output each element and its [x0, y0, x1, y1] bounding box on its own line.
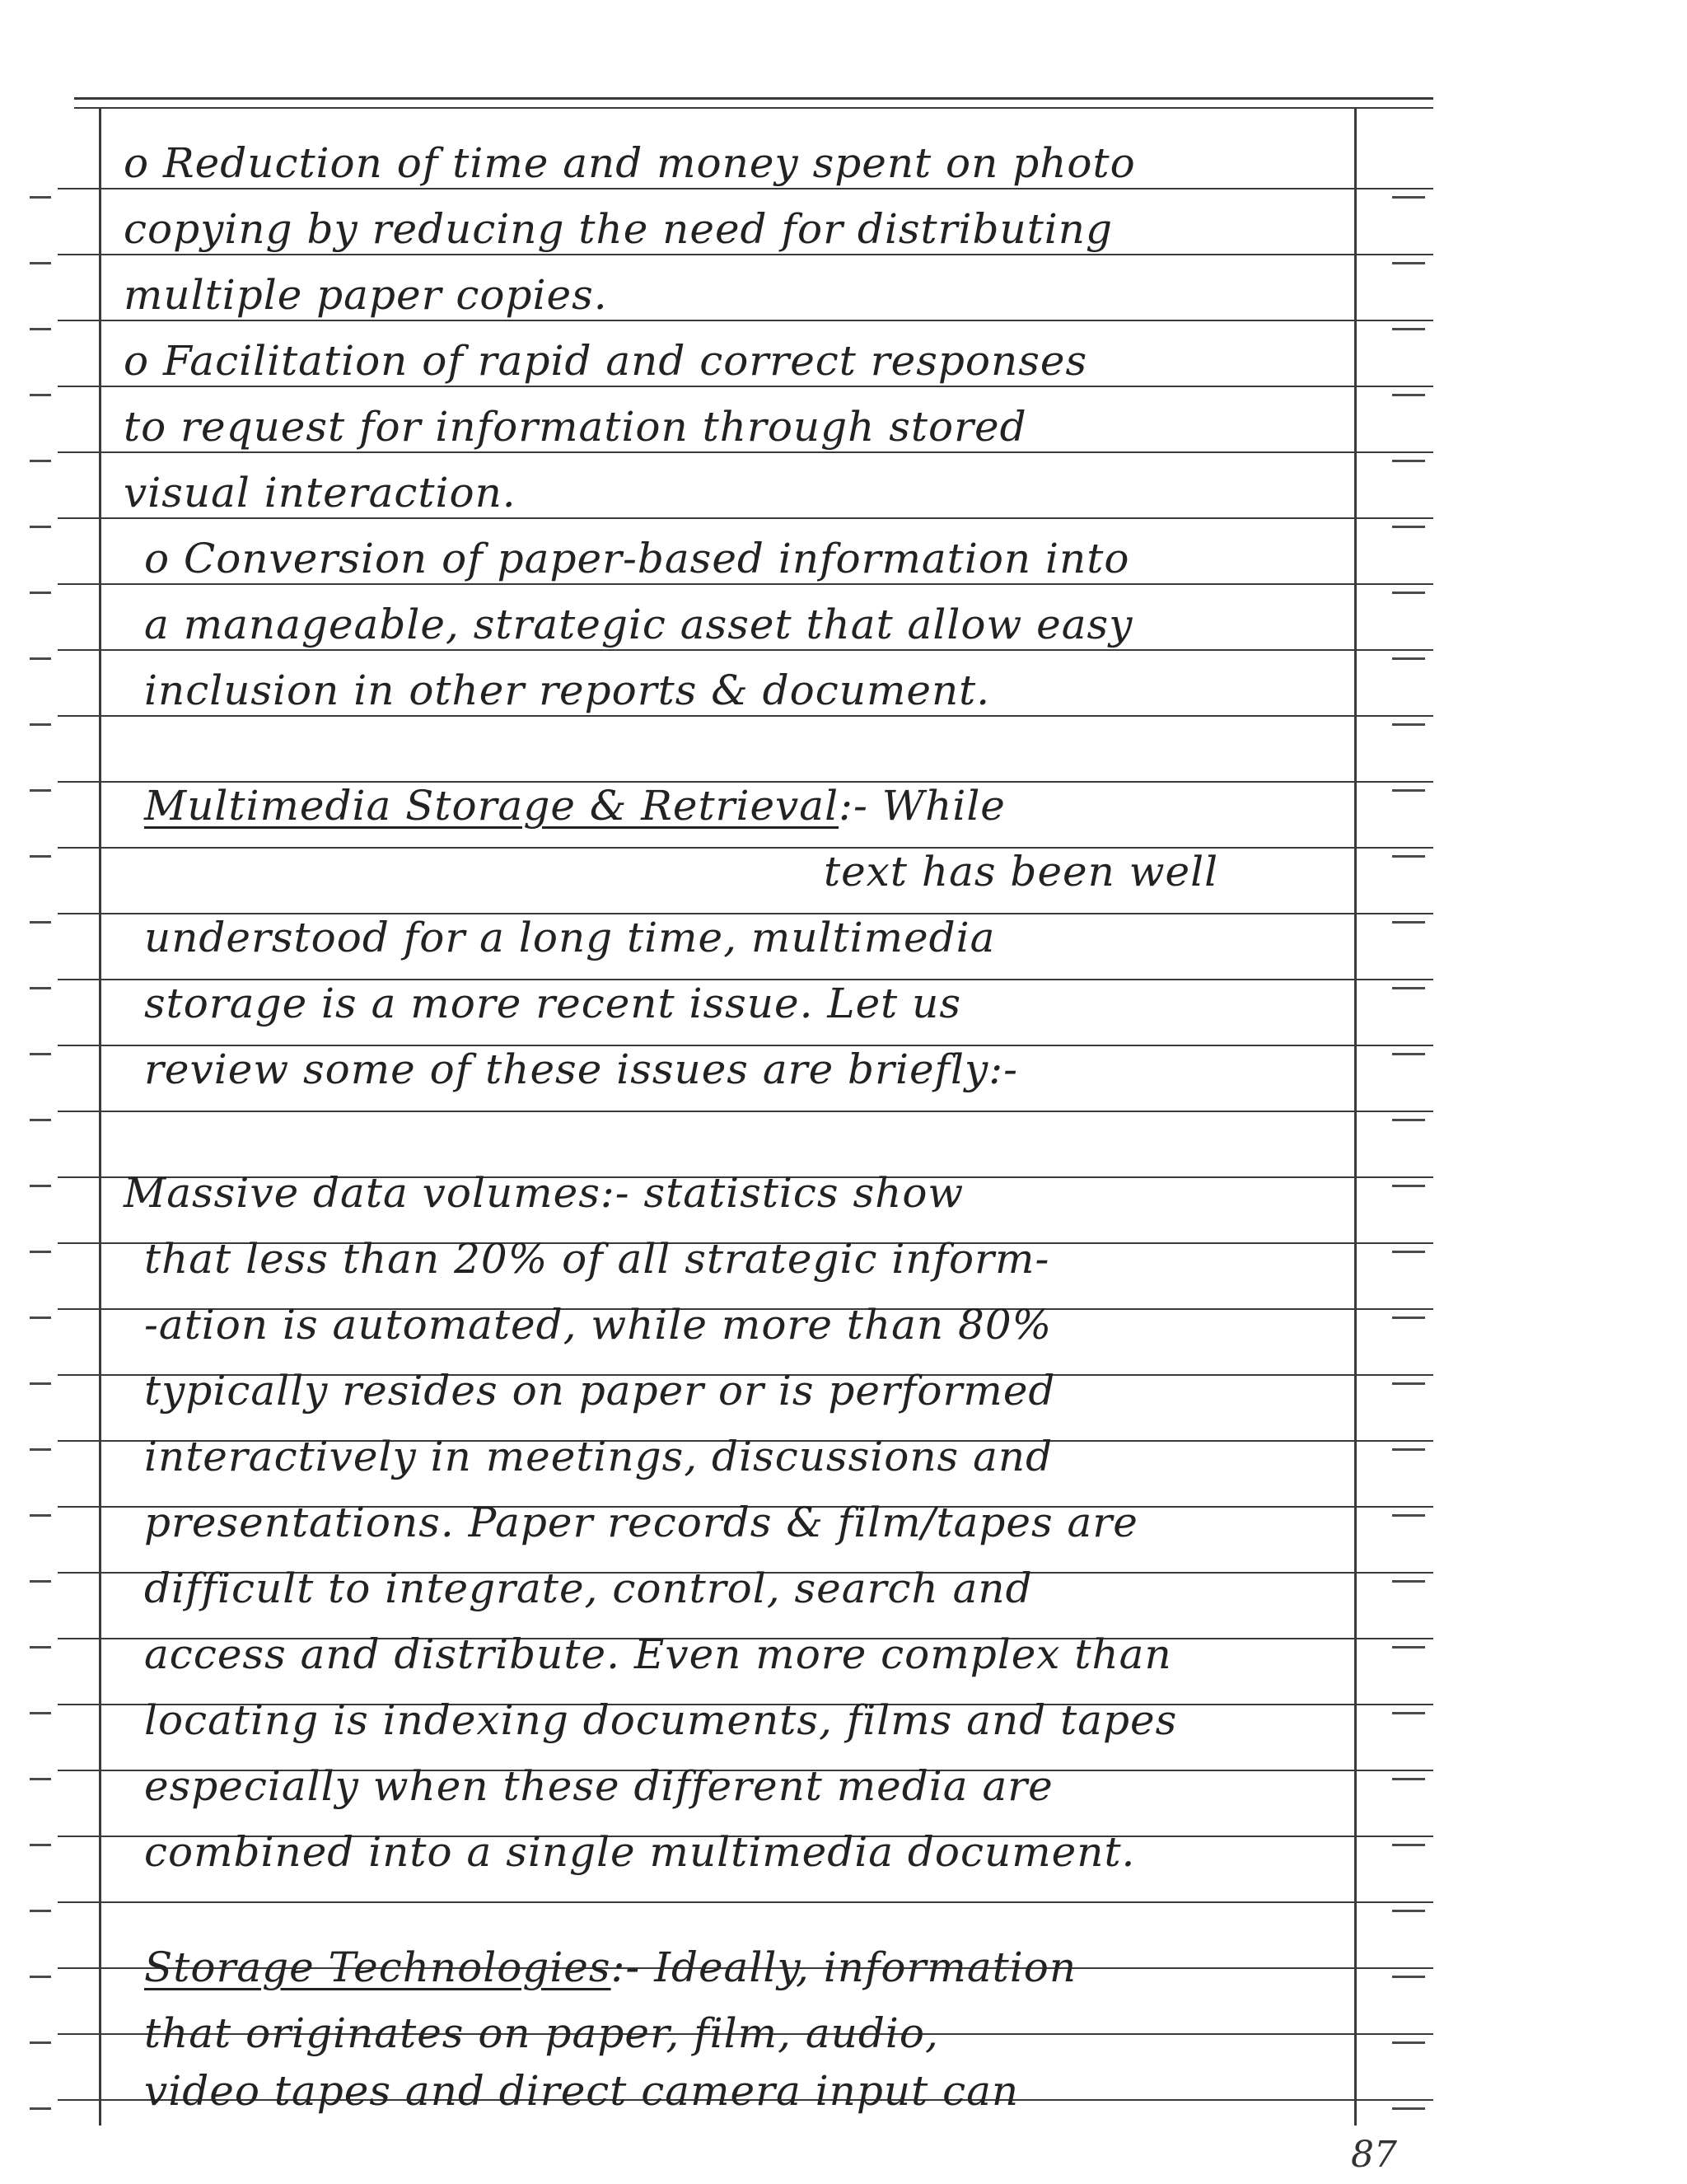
note-line: that originates on paper, film, audio, — [144, 2009, 939, 2057]
heading-rest: :- statistics show — [600, 1169, 965, 1217]
edge-tick — [1392, 1646, 1425, 1649]
note-line: a manageable, strategic asset that allow easy — [144, 601, 1133, 648]
ruled-line — [58, 715, 1433, 717]
edge-tick — [1392, 1712, 1425, 1714]
note-line: inclusion in other reports & document. — [144, 666, 991, 714]
edge-tick — [1392, 2107, 1425, 2110]
edge-tick — [1392, 1316, 1425, 1319]
edge-tick — [30, 1053, 51, 1055]
note-line: locating is indexing documents, films and tapes — [144, 1696, 1178, 1744]
ruled-line — [58, 254, 1433, 255]
edge-tick — [1392, 1448, 1425, 1451]
heading-rest: :- Ideally, information — [610, 1943, 1077, 1991]
edge-tick — [30, 1976, 51, 1978]
edge-tick — [1392, 1185, 1425, 1187]
edge-tick — [1392, 657, 1425, 660]
note-line: video tapes and direct camera input can — [144, 2067, 1020, 2115]
edge-tick — [1392, 1251, 1425, 1253]
edge-tick — [1392, 1976, 1425, 1978]
edge-tick — [1392, 1514, 1425, 1517]
edge-tick — [1392, 1910, 1425, 1912]
edge-tick — [1392, 460, 1425, 462]
edge-tick — [30, 1580, 51, 1583]
edge-tick — [1392, 987, 1425, 989]
edge-tick — [30, 789, 51, 792]
note-line: to request for information through stored — [124, 403, 1027, 451]
ruled-line — [58, 583, 1433, 585]
section-heading-storage-technologies — [144, 1943, 1363, 1992]
edge-tick — [1392, 328, 1425, 330]
edge-tick — [30, 1646, 51, 1649]
edge-tick — [30, 328, 51, 330]
note-line: o Facilitation of rapid and correct responses — [124, 337, 1088, 385]
note-line: typically resides on paper or is performed — [144, 1367, 1056, 1415]
edge-tick — [30, 1382, 51, 1385]
edge-tick — [30, 987, 51, 989]
ruled-line — [58, 649, 1433, 651]
ruled-line — [58, 451, 1433, 453]
edge-tick — [1392, 723, 1425, 726]
note-line: visual interaction. — [124, 469, 516, 517]
note-line: difficult to integrate, control, search and — [144, 1564, 1033, 1612]
ruled-line — [58, 320, 1433, 321]
edge-tick — [30, 1251, 51, 1253]
edge-tick — [30, 1119, 51, 1121]
ruled-line — [58, 1111, 1433, 1112]
edge-tick — [1392, 1382, 1425, 1385]
edge-tick — [30, 921, 51, 924]
edge-tick — [30, 1514, 51, 1517]
edge-tick — [1392, 196, 1425, 199]
edge-tick — [30, 460, 51, 462]
edge-tick — [1392, 262, 1425, 264]
edge-tick — [1392, 921, 1425, 924]
edge-tick — [30, 2041, 51, 2044]
ruled-line — [58, 188, 1433, 189]
edge-tick — [30, 657, 51, 660]
edge-tick — [30, 526, 51, 528]
edge-tick — [30, 1316, 51, 1319]
edge-tick — [1392, 789, 1425, 792]
edge-tick — [30, 1185, 51, 1187]
edge-tick — [1392, 855, 1425, 858]
note-line: interactively in meetings, discussions and — [144, 1433, 1054, 1480]
edge-tick — [1392, 592, 1425, 594]
edge-tick — [30, 196, 51, 199]
heading-title: Multimedia Storage & Retrieval — [144, 782, 839, 830]
ruled-line — [58, 517, 1433, 519]
note-line: storage is a more recent issue. Let us — [144, 980, 962, 1027]
edge-tick — [30, 723, 51, 726]
note-line: especially when these different media are — [144, 1762, 1054, 1810]
edge-tick — [30, 592, 51, 594]
note-line: -ation is automated, while more than 80% — [144, 1301, 1053, 1349]
section-heading-massive-data — [124, 1168, 1343, 1218]
edge-tick — [30, 1712, 51, 1714]
page-number: 87 — [1351, 2134, 1397, 2176]
right-margin-line — [1354, 107, 1357, 2126]
note-line: combined into a single multimedia document. — [144, 1828, 1136, 1876]
edge-tick — [1392, 526, 1425, 528]
note-line: text has been well — [824, 848, 1219, 896]
note-line: o Reduction of time and money spent on photo — [124, 139, 1136, 187]
ruled-line — [58, 1901, 1433, 1903]
edge-tick — [30, 1844, 51, 1846]
edge-tick — [1392, 1119, 1425, 1121]
section-heading-storage-retrieval — [144, 781, 1363, 830]
heading-rest: :- While — [839, 782, 1006, 830]
edge-tick — [1392, 2041, 1425, 2044]
edge-tick — [1392, 1580, 1425, 1583]
note-line: multiple paper copies. — [124, 271, 608, 319]
edge-tick — [1392, 1844, 1425, 1846]
note-line: review some of these issues are briefly:- — [144, 1045, 1019, 1093]
note-line: access and distribute. Even more complex than — [144, 1630, 1172, 1678]
edge-tick — [1392, 394, 1425, 396]
note-line: copying by reducing the need for distributing — [124, 205, 1114, 253]
heading-title: Storage Technologies — [144, 1943, 611, 1991]
note-line: o Conversion of paper-based information into — [144, 535, 1130, 582]
top-rule-second — [74, 107, 1433, 109]
note-line: that less than 20% of all strategic inform- — [144, 1235, 1050, 1283]
edge-tick — [30, 262, 51, 264]
top-rule — [74, 97, 1433, 100]
edge-tick — [30, 1910, 51, 1912]
edge-tick — [30, 1778, 51, 1780]
left-margin-line — [99, 107, 101, 2126]
edge-tick — [1392, 1778, 1425, 1780]
note-line: presentations. Paper records & film/tapes are — [144, 1499, 1138, 1546]
edge-tick — [30, 2107, 51, 2110]
ruled-line — [58, 386, 1433, 387]
heading-title: Massive data volumes — [124, 1169, 600, 1217]
edge-tick — [1392, 1053, 1425, 1055]
edge-tick — [30, 855, 51, 858]
edge-tick — [30, 1448, 51, 1451]
note-line: understood for a long time, multimedia — [144, 914, 996, 961]
edge-tick — [30, 394, 51, 396]
